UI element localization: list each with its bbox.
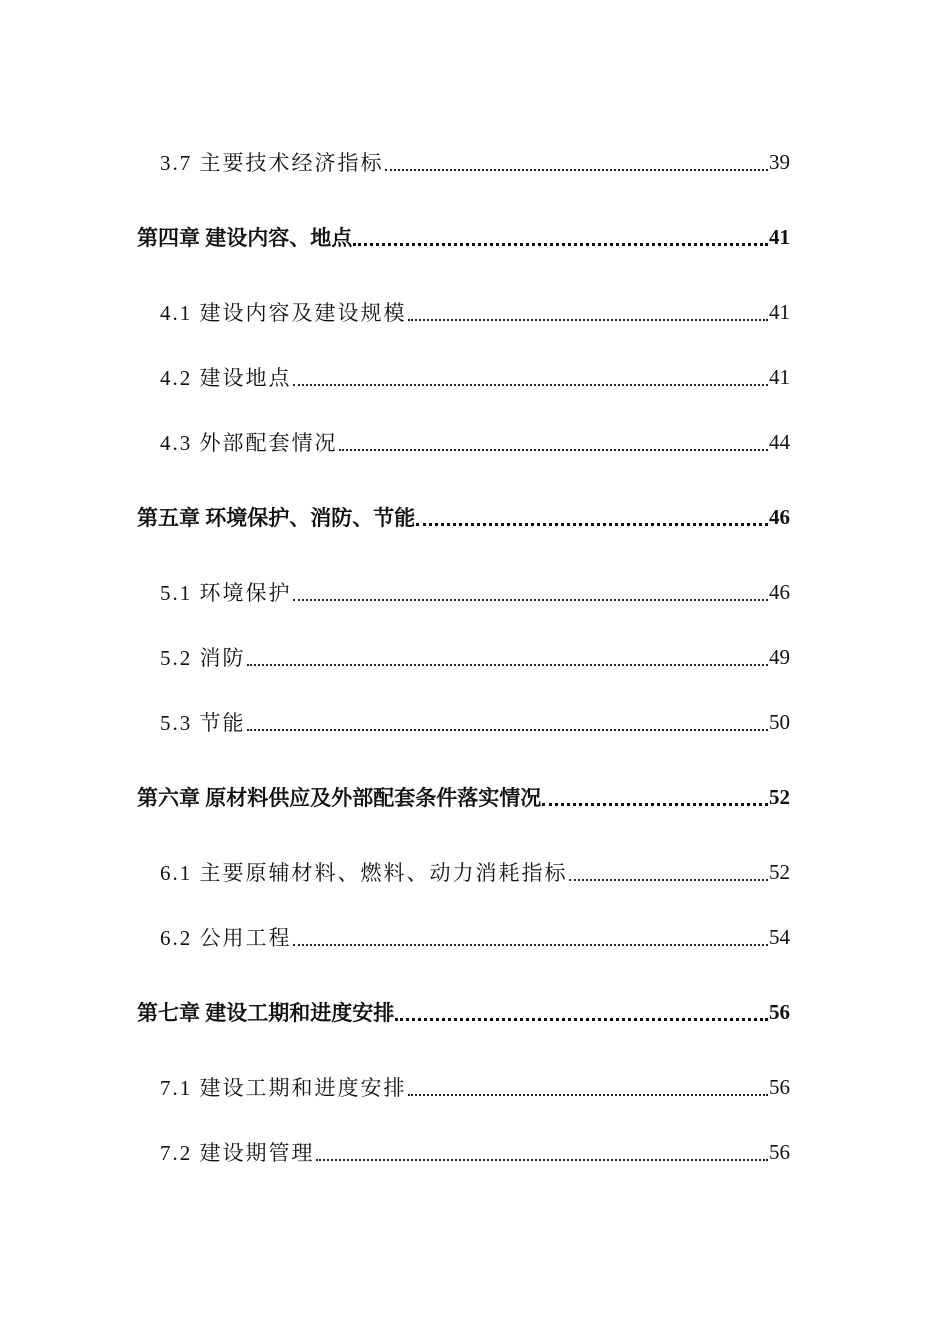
toc-entry-title: 6.1 主要原辅材料、燃料、动力消耗指标 [160,861,568,885]
dot-leader [408,317,769,329]
toc-chapter-title: 第四章 建设内容、地点 [137,226,353,250]
toc-entry-5-2[interactable] [0,640,950,674]
toc-entry-page: 52 [769,859,790,884]
toc-entry-title: 4.2 建设地点 [160,366,292,390]
toc-entry-7-1[interactable] [0,1070,950,1104]
toc-entry-4-3[interactable] [0,425,950,459]
toc-chapter-title: 第六章 原材料供应及外部配套条件落实情况 [137,786,542,810]
toc-entry-page: 39 [769,149,790,174]
toc-chapter-4[interactable] [0,220,950,254]
toc-entry-4-1[interactable] [0,295,950,329]
toc-entry-page: 56 [769,1074,790,1099]
dot-leader [416,522,768,534]
toc-entry-page: 56 [769,1139,790,1164]
toc-entry-title: 5.2 消防 [160,646,246,670]
toc-entry-page: 41 [769,364,790,389]
toc-entry-page: 49 [769,644,790,669]
toc-chapter-title: 第五章 环境保护、消防、节能 [137,506,416,530]
toc-entry-6-1[interactable] [0,855,950,889]
toc-chapter-5[interactable] [0,500,950,534]
toc-chapter-6[interactable] [0,780,950,814]
toc-entry-page: 46 [769,579,790,604]
dot-leader [293,942,769,954]
dot-leader [247,662,769,674]
toc-entry-title: 7.1 建设工期和进度安排 [160,1076,407,1100]
toc-entry-title: 4.3 外部配套情况 [160,431,338,455]
toc-entry-3-7[interactable] [0,145,950,179]
dot-leader [339,447,769,459]
toc-chapter-page: 56 [769,999,790,1024]
toc-entry-title: 6.2 公用工程 [160,926,292,950]
toc-entry-page: 50 [769,709,790,734]
dot-leader [542,802,768,814]
dot-leader [395,1017,768,1029]
dot-leader [316,1157,769,1169]
dot-leader [293,382,769,394]
toc-entry-5-3[interactable] [0,705,950,739]
toc-chapter-page: 52 [769,784,790,809]
dot-leader [408,1092,769,1104]
toc-entry-page: 54 [769,924,790,949]
toc-entry-title: 5.1 环境保护 [160,581,292,605]
toc-chapter-7[interactable] [0,995,950,1029]
toc-entry-6-2[interactable] [0,920,950,954]
toc-chapter-page: 41 [769,224,790,249]
dot-leader [247,727,769,739]
toc-entry-title: 7.2 建设期管理 [160,1141,315,1165]
dot-leader [569,877,769,889]
toc-entry-4-2[interactable] [0,360,950,394]
dot-leader [293,597,769,609]
toc-entry-title: 3.7 主要技术经济指标 [160,151,384,175]
toc-entry-title: 5.3 节能 [160,711,246,735]
toc-entry-5-1[interactable] [0,575,950,609]
dot-leader [353,242,768,254]
dot-leader [385,167,769,179]
toc-entry-page: 44 [769,429,790,454]
toc-entry-7-2[interactable] [0,1135,950,1169]
toc-entry-page: 41 [769,299,790,324]
toc-chapter-page: 46 [769,504,790,529]
toc-entry-title: 4.1 建设内容及建设规模 [160,301,407,325]
toc-chapter-title: 第七章 建设工期和进度安排 [137,1001,395,1025]
